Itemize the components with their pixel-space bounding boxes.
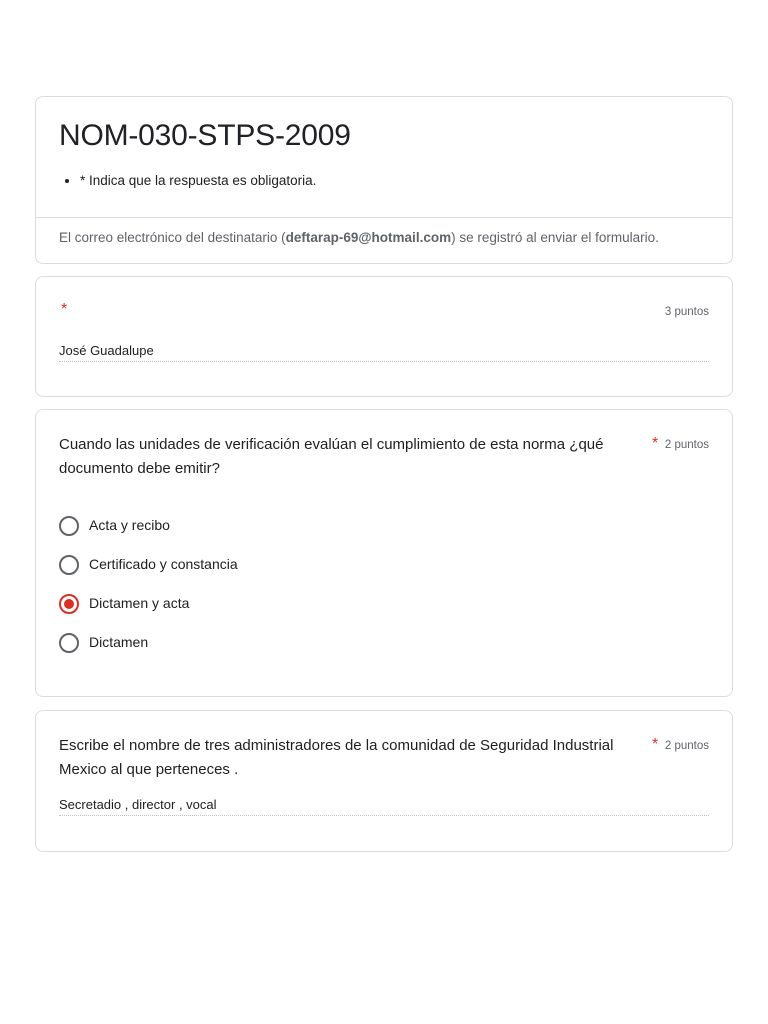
question-card-administrators	[35, 710, 733, 852]
radio-button-checked[interactable]	[59, 594, 79, 614]
radio-button-unchecked[interactable]	[59, 516, 79, 536]
header-divider	[36, 217, 732, 218]
answer-underline	[59, 361, 709, 362]
question-card-verification-document	[35, 409, 733, 697]
answer-underline	[59, 815, 709, 816]
required-note-list	[80, 173, 316, 188]
radio-button-unchecked[interactable]	[59, 633, 79, 653]
email-recorded-note	[59, 230, 659, 245]
radio-button-unchecked[interactable]	[59, 555, 79, 575]
question-points: 3 puntos	[664, 306, 709, 318]
option-label: Dictamen	[89, 634, 149, 650]
recipient-email: deftarap-69@hotmail.com	[285, 230, 452, 245]
question-card-name	[35, 276, 733, 397]
required-asterisk: *	[652, 736, 659, 753]
required-asterisk: *	[652, 435, 659, 452]
required-asterisk: *	[61, 301, 68, 318]
question-title: Cuando las unidades de verificación evalúan el cumplimiento de esta norma ¿qué documento debe emitir?	[59, 436, 604, 477]
question-title: Escribe el nombre de tres administradores de la comunidad de Seguridad Industrial Mexico al que perteneces .	[59, 737, 614, 778]
answer-text: José Guadalupe	[59, 343, 154, 358]
email-note-prefix: El correo electrónico del destinatario (	[59, 230, 286, 245]
form-title: NOM-030-STPS-2009	[59, 119, 351, 152]
question-points: 2 puntos	[664, 439, 709, 451]
question-points: 2 puntos	[664, 740, 709, 752]
option-label: Dictamen y acta	[89, 595, 190, 611]
form-header-card	[35, 96, 733, 264]
option-label: Certificado y constancia	[89, 556, 238, 572]
answer-text: Secretadio , director , vocal	[59, 797, 217, 812]
required-note: • * Indica que la respuesta es obligatoria.	[80, 173, 316, 188]
option-label: Acta y recibo	[89, 517, 170, 533]
email-note-suffix: ) se registró al enviar el formulario.	[451, 230, 659, 245]
